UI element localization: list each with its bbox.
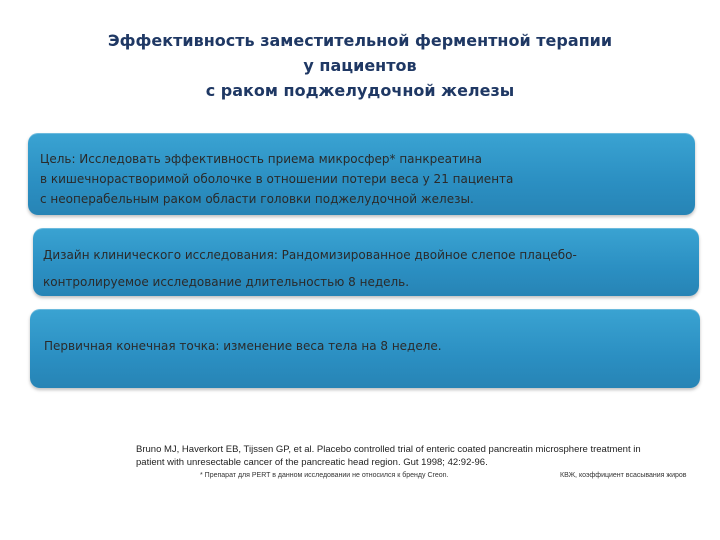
design-line-1: Дизайн клинического исследования: Рандомизированное двойное слепое плацебо- bbox=[43, 248, 577, 262]
reference-citation bbox=[136, 443, 696, 469]
title-line-2: у пациентов bbox=[303, 56, 417, 75]
goal-line-3: с неоперабельным раком области головки поджелудочной железы. bbox=[40, 192, 474, 206]
goal-box bbox=[28, 133, 695, 215]
title-line-3: с раком поджелудочной железы bbox=[205, 81, 515, 100]
endpoint-text: Первичная конечная точка: изменение веса тела на 8 неделе. bbox=[44, 339, 442, 353]
slide-title bbox=[60, 28, 660, 103]
footnote-abbreviation: КВЖ, коэффициент всасывания жиров bbox=[560, 472, 687, 479]
design-line-2: контролируемое исследование длительностью 8 недель. bbox=[43, 275, 410, 289]
endpoint-box bbox=[30, 309, 700, 388]
design-box bbox=[33, 228, 699, 296]
footnote-product: * Препарат для PERT в данном исследовании не относился к бренду Creon. bbox=[200, 472, 449, 479]
reference-line-1: Bruno MJ, Haverkort EB, Tijssen GP, et al. Placebo controlled trial of enteric coated pancreatin microsphere treatment in bbox=[136, 444, 641, 455]
goal-line-1: Цель: Исследовать эффективность приема микросфер* панкреатина bbox=[40, 152, 482, 166]
goal-line-2: в кишечнорастворимой оболочке в отношении потери веса у 21 пациента bbox=[40, 172, 514, 186]
title-line-1: Эффективность заместительной ферментной терапии bbox=[107, 31, 613, 50]
reference-line-2: patient with unresectable cancer of the pancreatic head region. Gut 1998; 42:92-96. bbox=[136, 457, 488, 468]
